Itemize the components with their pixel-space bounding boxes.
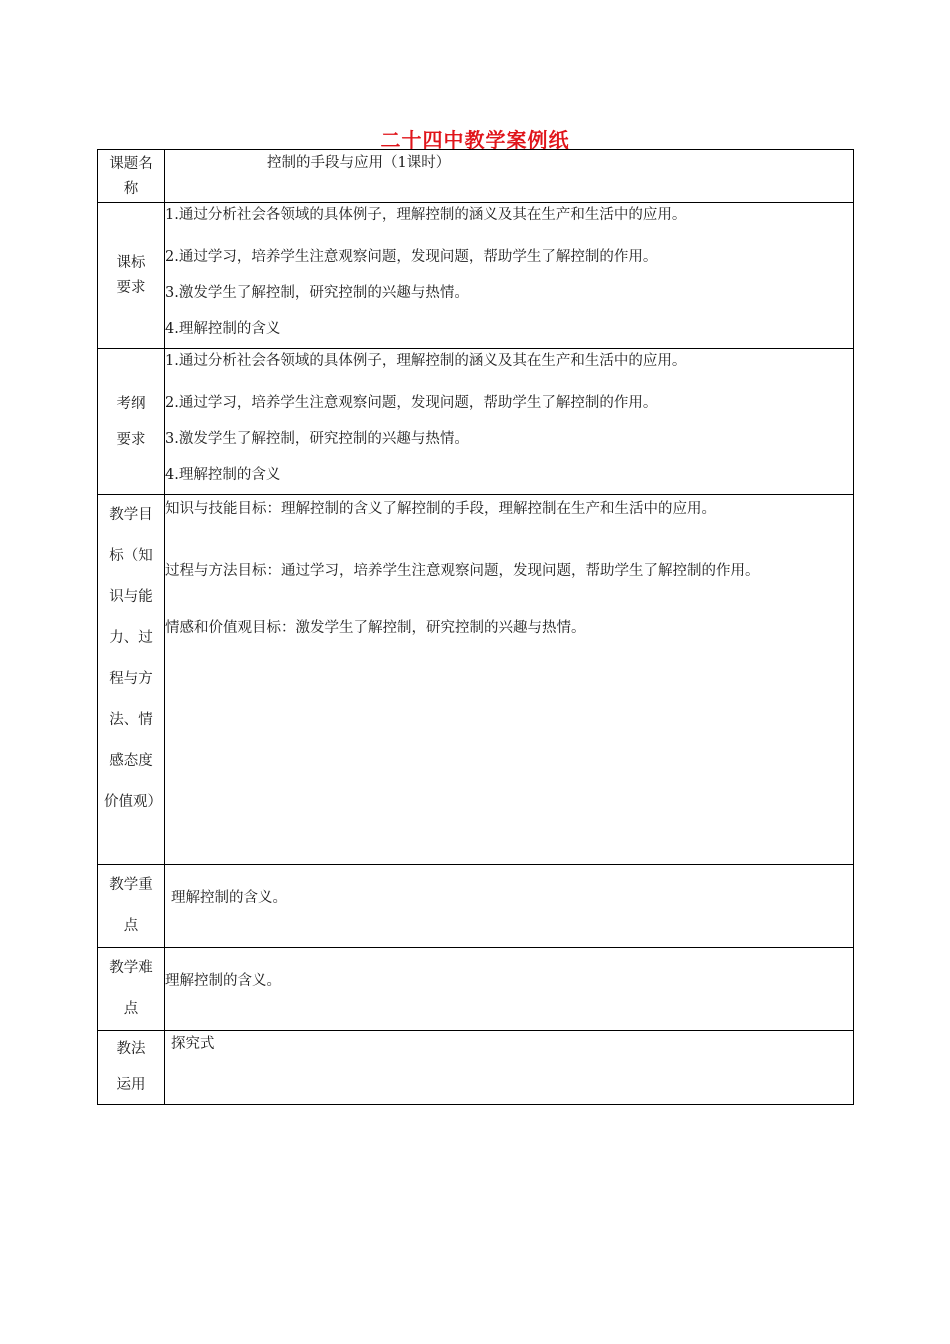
- objective-knowledge: 知识与技能目标：理解控制的含义了解控制的手段，理解控制在生产和生活中的应用。: [165, 501, 716, 517]
- objectives-label-cell: [98, 495, 165, 865]
- course-name-label: 课题名称: [109, 156, 153, 197]
- course-name-cell: [165, 150, 854, 203]
- curriculum-label-cell: [98, 203, 165, 349]
- curriculum-content-cell: [165, 203, 854, 349]
- methods-label: 教法运用: [116, 1041, 146, 1093]
- key-points-label: 教学重点: [109, 877, 153, 934]
- curriculum-item-4: 4.理解控制的含义: [165, 321, 281, 337]
- difficulties-value: 理解控制的含义。: [165, 973, 281, 989]
- lesson-plan-table: [97, 149, 854, 1105]
- exam-content-cell: [165, 349, 854, 495]
- curriculum-item-1: 1.通过分析社会各领域的具体例子，理解控制的涵义及其在生产和生活中的应用。: [165, 207, 687, 223]
- curriculum-item-3: 3.激发学生了解控制，研究控制的兴趣与热情。: [165, 285, 469, 301]
- row-exam-requirements: [98, 349, 854, 495]
- objectives-label: 教学目标（知识与能力、过程与方法、情感态度价值观）: [104, 507, 162, 810]
- exam-item-1: 1.通过分析社会各领域的具体例子，理解控制的涵义及其在生产和生活中的应用。: [165, 353, 687, 369]
- row-difficulties: [98, 948, 854, 1031]
- methods-label-cell: [98, 1031, 165, 1105]
- objective-emotion: 情感和价值观目标：激发学生了解控制，研究控制的兴趣与热情。: [165, 620, 586, 636]
- methods-value: 探究式: [171, 1036, 215, 1052]
- exam-label: 考纲要求: [116, 395, 146, 448]
- course-name-value: 控制的手段与应用（1课时）: [267, 155, 451, 171]
- row-objectives: [98, 495, 854, 865]
- row-methods: [98, 1031, 854, 1105]
- objectives-content-cell: [165, 495, 854, 865]
- page-title: 二十四中教学案例纸: [380, 128, 570, 152]
- objective-process: 过程与方法目标：通过学习，培养学生注意观察问题，发现问题，帮助学生了解控制的作用。: [165, 563, 760, 579]
- difficulties-label: 教学难点: [109, 960, 153, 1017]
- curriculum-item-2: 2.通过学习，培养学生注意观察问题，发现问题，帮助学生了解控制的作用。: [165, 249, 658, 265]
- curriculum-label: 课标要求: [116, 254, 146, 296]
- row-curriculum-requirements: [98, 203, 854, 349]
- exam-item-2: 2.通过学习，培养学生注意观察问题，发现问题，帮助学生了解控制的作用。: [165, 395, 658, 411]
- row-course-name: [98, 150, 854, 203]
- exam-label-cell: [98, 349, 165, 495]
- methods-content-cell: [165, 1031, 854, 1105]
- key-points-content-cell: [165, 865, 854, 948]
- difficulties-label-cell: [98, 948, 165, 1031]
- exam-item-3: 3.激发学生了解控制，研究控制的兴趣与热情。: [165, 431, 469, 447]
- course-name-label-cell: [98, 150, 165, 203]
- key-points-label-cell: [98, 865, 165, 948]
- key-points-value: 理解控制的含义。: [171, 890, 287, 906]
- exam-item-4: 4.理解控制的含义: [165, 467, 281, 483]
- difficulties-content-cell: [165, 948, 854, 1031]
- row-key-points: [98, 865, 854, 948]
